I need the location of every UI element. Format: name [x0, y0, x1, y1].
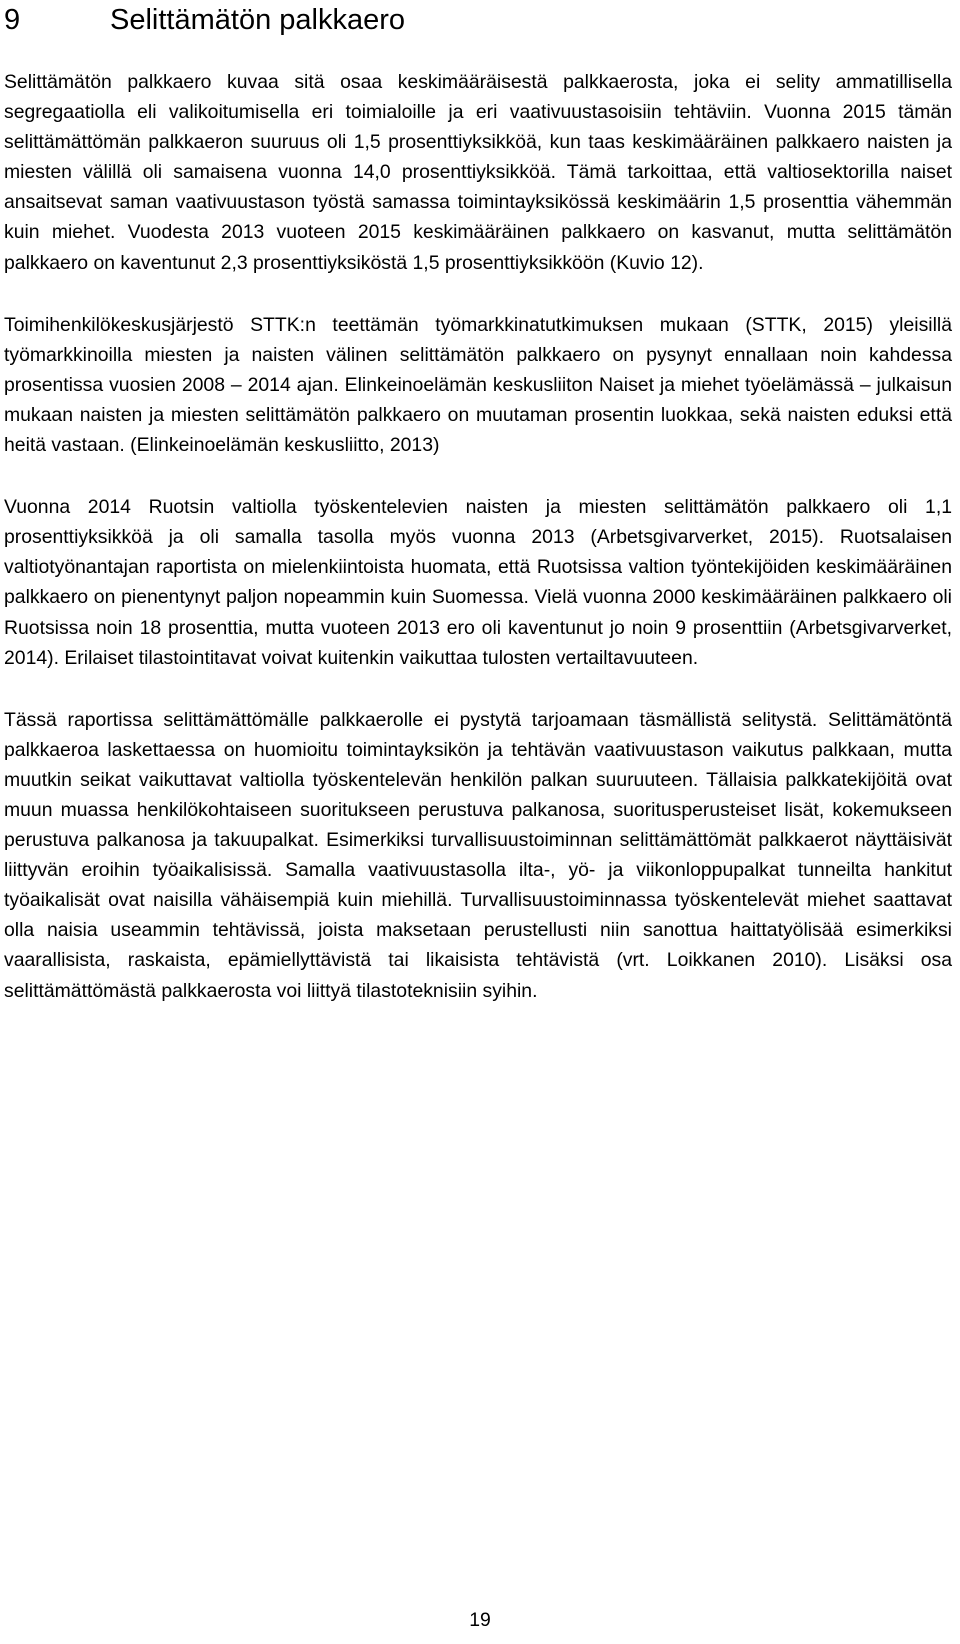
section-title: Selittämätön palkkaero	[110, 4, 405, 36]
body-text	[4, 67, 952, 1038]
section-heading	[4, 0, 405, 40]
page-number: 19	[469, 1609, 491, 1631]
section-number: 9	[4, 4, 21, 36]
paragraph-2: Toimihenkilökeskusjärjestö STTK:n teettämän työmarkkinatutkimuksen mukaan (STTK, 2015) yleisillä työmarkkinoilla miesten ja naisten välinen selittämätön palkkaero on pysynyt ennallaan noin kahdessa prosentissa vuosien 2008 – 2014 ajan. Elinkeinoelämän keskusliiton Naiset ja miehet työelämässä – julkaisun mukaan naisten ja miesten selittämätön palkkaero on muutaman prosentin luokkaa, sekä naisten eduksi että heitä vastaan. (Elinkeinoelämän keskusliitto, 2013)	[4, 313, 952, 457]
paragraph-3: Vuonna 2014 Ruotsin valtiolla työskentelevien naisten ja miesten selittämätön palkkaero oli 1,1 prosenttiyksikköä ja oli samalla tasolla myös vuonna 2013 (Arbetsgivarverket, 2015). Ruotsalaisen valtiotyönantajan raportista on mielenkiintoista huomata, että Ruotsissa valtion työntekijöiden keskimääräinen palkkaero on pienentynyt paljon nopeammin kuin Suomessa. Vielä vuonna 2000 keskimääräinen palkkaero oli Ruotsissa noin 18 prosenttia, mutta vuoteen 2013 ero oli kaventunut jo noin 9 prosenttiin (Arbetsgivarverket, 2014). Erilaiset tilastointitavat voivat kuitenkin vaikuttaa tulosten vertailtavuuteen.	[4, 496, 952, 669]
paragraph-4: Tässä raportissa selittämättömälle palkkaerolle ei pystytä tarjoamaan täsmällistä selitystä. Selittämätöntä palkkaeroa laskettaessa on huomioitu toimintayksikön ja tehtävän vaativuustason vaikutus palkkaan, mutta muutkin seikat vaikuttavat valtiolla työskentelevän henkilön palkan suuruuteen. Tällaisia palkkatekijöitä ovat muun muassa henkilökohtaiseen suoritukseen perustuva palkanosa, suoritusperusteiset lisät, kokemukseen perustuva palkanosa ja takuupalkat. Esimerkiksi turvallisuustoiminnan selittämättömät palkkaerot näyttäisivät liittyvän eroihin työaikalisissä. Samalla vaativuustasolla ilta-, yö- ja viikonloppupalkat tunneilta hankitut työaikalisät ovat naisilla vähäisempiä kuin miehillä. Turvallisuustoiminnassa työskentelevät miehet saattavat olla naisia useammin tehtävissä, joista maksetaan perustellusti niin sanottua haittatyölisää esimerkiksi vaarallisista, raskaista, epämiellyttävistä tai likaisista tehtävistä (vrt. Loikkanen 2010). Lisäksi osa selittämättömästä palkkaerosta voi liittyä tilastoteknisiin syihin.	[4, 708, 952, 1002]
paragraph-1: Selittämätön palkkaero kuvaa sitä osaa keskimääräisestä palkkaerosta, joka ei selity ammatillisella segregaatiolla eli valikoitumisella eri toimialoille ja eri vaativuustasoisiin tehtäviin. Vuonna 2015 tämän selittämättömän palkkaeron suuruus oli 1,5 prosenttiyksikköä, kun taas keskimääräinen palkkaero naisten ja miesten välillä oli samaisena vuonna 14,0 prosenttiyksikköä. Tämä tarkoittaa, että valtiosektorilla naiset ansaitsevat saman vaativuustason työstä samassa toimintayksikössä keskimäärin 1,5 prosenttia vähemmän kuin miehet. Vuodesta 2013 vuoteen 2015 keskimääräinen palkkaero on kasvanut, mutta selittämätön palkkaero on kaventunut 2,3 prosenttiyksiköstä 1,5 prosenttiyksikköön (Kuvio 12).	[4, 71, 952, 274]
